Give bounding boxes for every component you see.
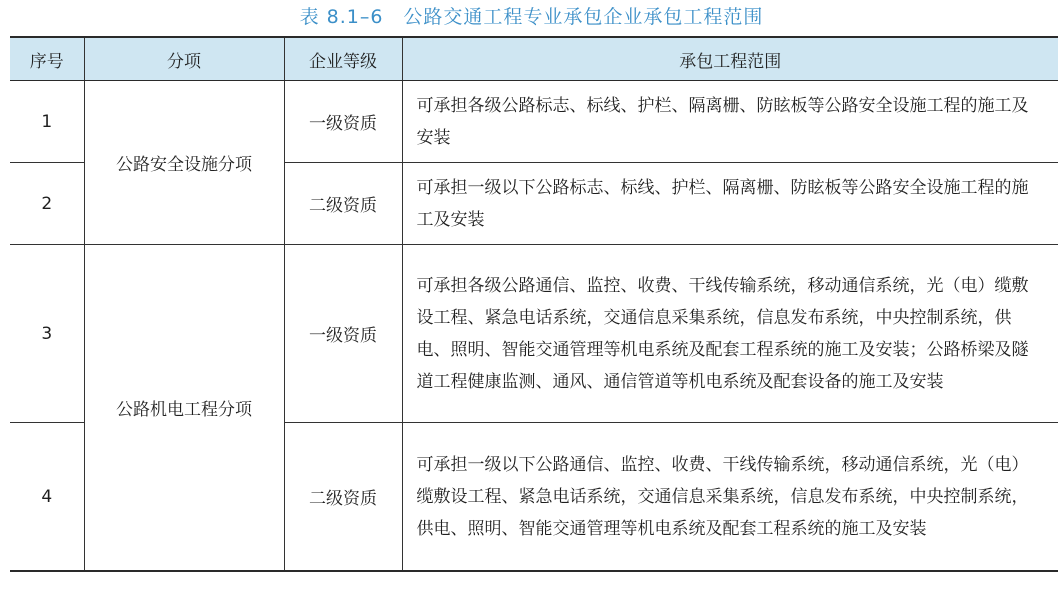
- scope-cell: 可承担一级以下公路通信、监控、收费、干线传输系统，移动通信系统，光（电）缆敷设工程、紧急电话系统，交通信息采集系统，信息发布系统，中央控制系统，供电、照明、智能交通管理等机电系统及配套工程系统的施工及安装: [402, 423, 1058, 572]
- category-cell: 公路安全设施分项: [84, 81, 284, 245]
- table-row: [10, 81, 1058, 163]
- category-cell: 公路机电工程分项: [84, 245, 284, 572]
- grade-cell: 二级资质: [284, 423, 402, 572]
- grade-cell: 一级资质: [284, 81, 402, 163]
- scope-cell: 可承担各级公路标志、标线、护栏、隔离栅、防眩板等公路安全设施工程的施工及安装: [402, 81, 1058, 163]
- header-category: 分项: [84, 37, 284, 81]
- grade-cell: 一级资质: [284, 245, 402, 423]
- grade-cell: 二级资质: [284, 163, 402, 245]
- scope-cell: 可承担各级公路通信、监控、收费、干线传输系统，移动通信系统，光（电）缆敷设工程、紧急电话系统，交通信息采集系统，信息发布系统，中央控制系统，供电、照明、智能交通管理等机电系统及配套工程系统的施工及安装；公路桥梁及隧道工程健康监测、通风、通信管道等机电系统及配套设备的施工及安装: [402, 245, 1058, 423]
- table-row: [10, 245, 1058, 423]
- row-number: 3: [10, 245, 84, 423]
- row-number: 2: [10, 163, 84, 245]
- scope-cell: 可承担一级以下公路标志、标线、护栏、隔离栅、防眩板等公路安全设施工程的施工及安装: [402, 163, 1058, 245]
- header-grade: 企业等级: [284, 37, 402, 81]
- header-scope: 承包工程范围: [402, 37, 1058, 81]
- table-caption: 表 8.1–6 公路交通工程专业承包企业承包工程范围: [299, 6, 764, 28]
- table-header-row: [10, 37, 1058, 81]
- header-no: 序号: [10, 37, 84, 81]
- row-number: 1: [10, 81, 84, 163]
- row-number: 4: [10, 423, 84, 572]
- scope-table: [10, 36, 1058, 581]
